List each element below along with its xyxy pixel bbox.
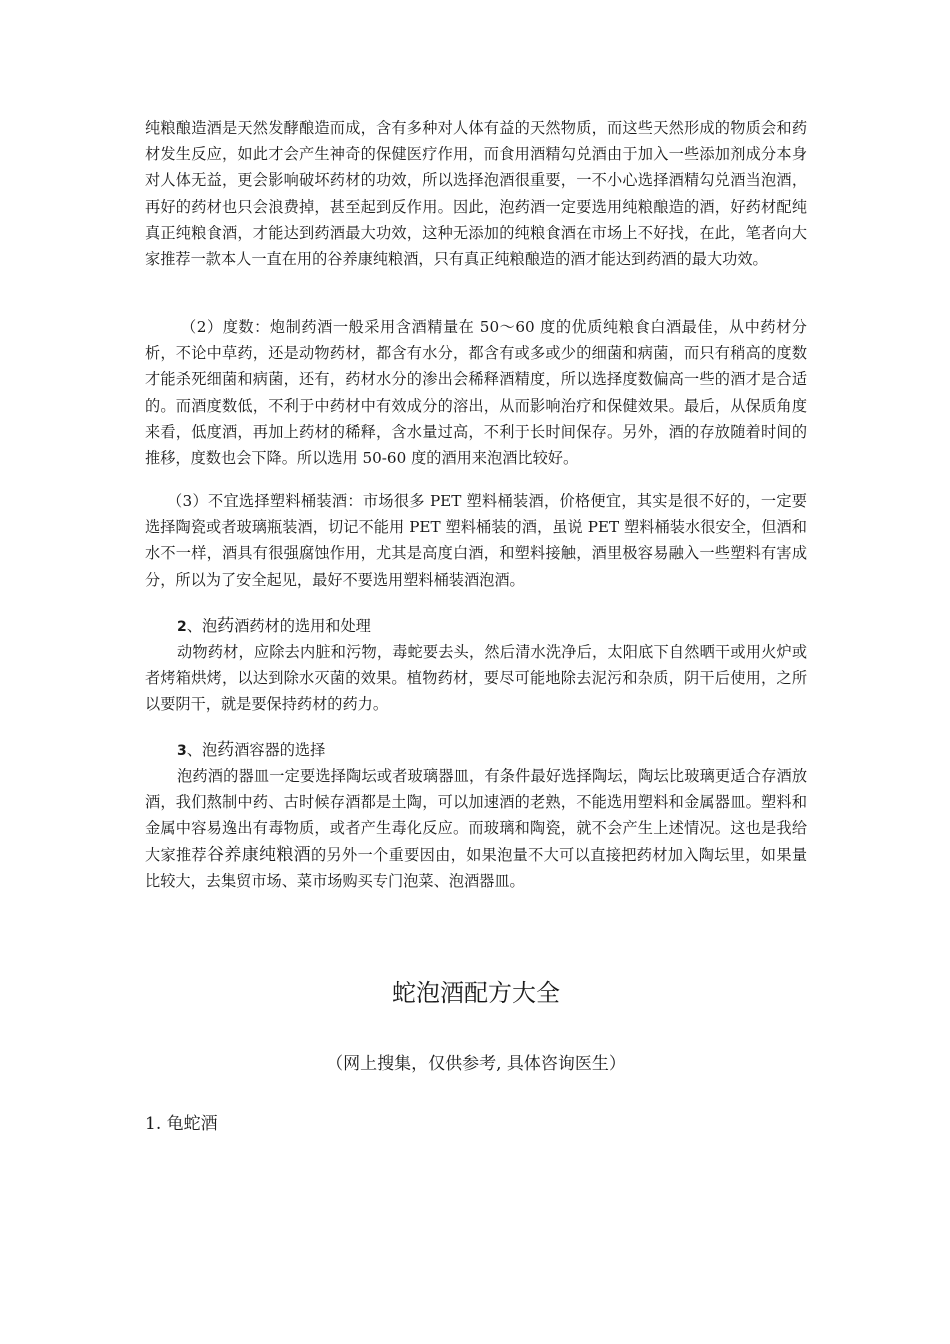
paragraph-alcohol-degree (145, 314, 807, 471)
page-subtitle: （网上搜集，仅供参考, 具体咨询医生） (326, 1054, 626, 1074)
paragraph-grain-wine: 纯粮酿造酒是天然发酵酿造而成，含有多种对人体有益的天然物质，而这些天然形成的物质会和药材发生反应，如此才会产生神奇的保健医疗作用，而食用酒精勾兑酒由于加入一些添加剂成分本身对人体无益，更会影响破坏药材的功效，所以选择泡酒很重要，一不小心选择酒精勾兑酒当泡酒，再好的药材也只会浪费掉，甚至起到反作用。因此，泡药酒一定要选用纯粮酿造的酒，好药材配纯真正纯粮食酒，才能达到药酒最大功效，这种无添加的纯粮食酒在市场上不好找，在此，笔者向大家推荐一款本人一直在用的谷养康纯粮酒，只有真正纯粮酿造的酒才能达到药酒的最大功效。 (145, 119, 807, 269)
paragraph-herb-processing: 动物药材，应除去内脏和污物，毒蛇要去头，然后清水洗净后，太阳底下自然晒干或用火炉或者烤箱烘烤，以达到除水灭菌的效果。植物药材，要尽可能地除去泥污和杂质，阴干后使用，之所以要阴干，就是要保持药材的药力。 (145, 643, 807, 714)
heading-text: 酒容器的选择 (234, 741, 326, 759)
recipe-item: 1. 龟蛇酒 (145, 1114, 218, 1134)
paragraph-label: （3） (167, 492, 208, 510)
paragraph-text: 不宜选择塑料桶装酒：市场很多 PET 塑料桶装酒，价格便宜，其实是很不好的，一定要选择陶瓷或者玻璃瓶装酒，切记不能用 PET 塑料桶装的酒，虽说 PET 塑料桶装水很安全，但酒和水不一样，酒具有很强腐蚀作用，尤其是高度白酒，和塑料接触，酒里极容易融入一些塑料有害成分，所以为了安全起见，最好不要选用塑料桶装酒泡酒。 (145, 492, 807, 589)
heading-text: 酒药材的选用和处理 (234, 617, 371, 635)
heading-text: 药 (217, 616, 235, 636)
paragraph-text: 泡药酒的器皿一定要选择陶坛或者玻璃器皿，有条件最好选择陶坛，陶坛比玻璃更适合存酒放酒，我们熬制中药、古时候存酒都是土陶，可以加速酒的老熟，不能选用塑料和金属器皿。塑料和金属中容易逸出有毒物质，或者产生毒化反应。而玻璃和陶瓷，就不会产生上述情况。这也是我给大家推荐 (145, 767, 807, 864)
page-title: 蛇泡酒配方大全 (392, 979, 560, 1007)
heading-text: 、泡 (186, 617, 218, 635)
product-name: 谷养康纯粮酒 (207, 844, 311, 865)
section-number: 3 (177, 743, 187, 759)
section-heading-herb-selection (177, 613, 807, 640)
heading-text: 药 (217, 740, 235, 760)
section-number: 2 (177, 619, 187, 635)
heading-text: 、泡 (186, 741, 218, 759)
paragraph-container-choice (145, 763, 807, 894)
paragraph-plastic-barrel (145, 488, 807, 593)
section-heading-container (177, 737, 807, 764)
paragraph-text: 度数：炮制药酒一般采用含酒精量在 50～60 度的优质纯粮食白酒最佳，从中药材分析，不论中草药，还是动物药材，都含有水分，都含有或多或少的细菌和病菌，而只有稍高的度数才能杀死细菌和病菌，还有，药材水分的渗出会稀释酒精度，所以选择度数偏高一些的酒才是合适的。而酒度数低，不利于中药材中有效成分的溶出，从而影响治疗和保健效果。最后，从保质角度来看，低度酒，再加上药材的稀释，含水量过高，不利于长时间保存。另外，酒的存放随着时间的推移，度数也会下降。所以选用 50-60 度的酒用来泡酒比较好。 (145, 318, 807, 468)
paragraph-label: （2） (181, 318, 223, 336)
paragraph-text: 的另外一个重要因由，如果泡量不大可以直接把药材加入陶坛里，如果量比较大，去集贸市场、菜市场购买专门泡菜、泡酒器皿。 (145, 845, 808, 890)
